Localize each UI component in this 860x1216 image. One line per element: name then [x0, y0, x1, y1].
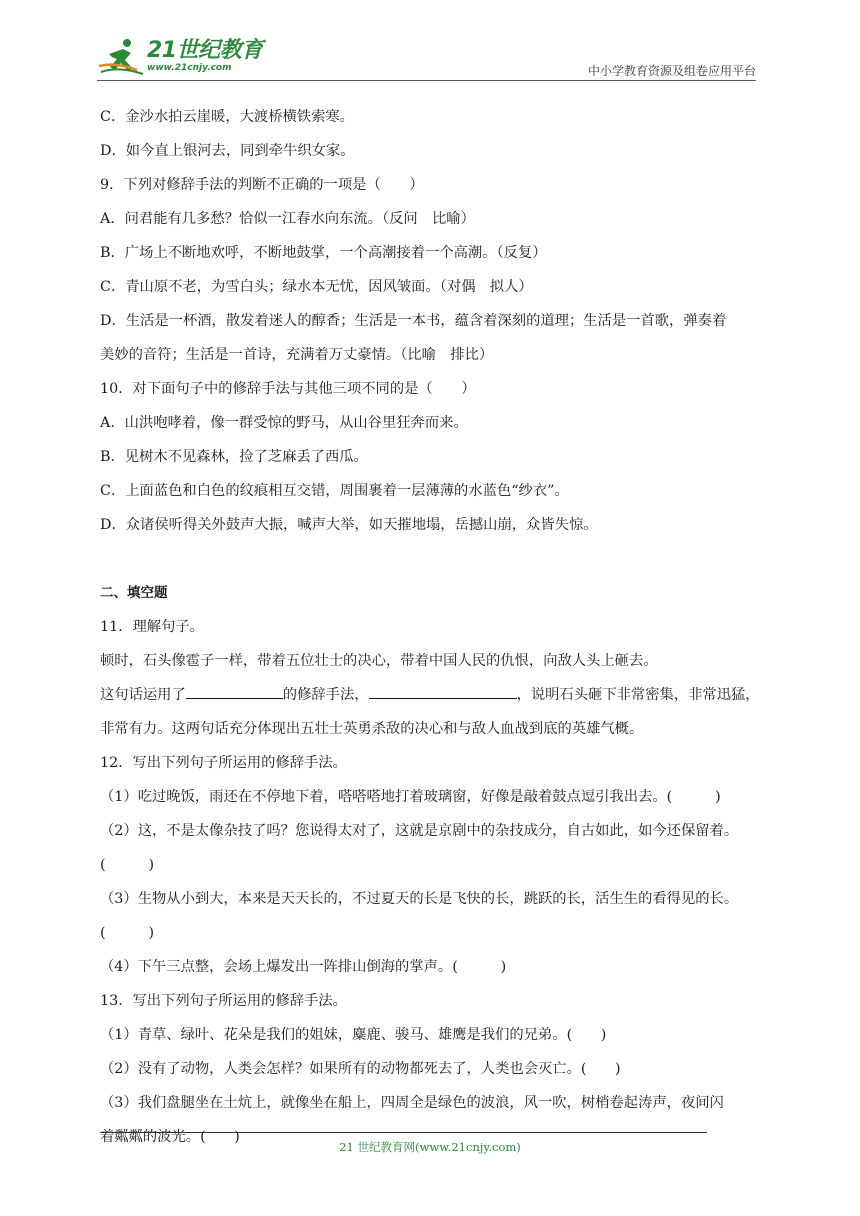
section-heading: 二、填空题	[100, 585, 168, 601]
text-line: （2）这，不是太像杂技了吗？您说得太对了，这就是京剧中的杂技成分，自古如此，如今还保留着。	[100, 823, 739, 839]
answer-blank[interactable]	[369, 680, 517, 699]
text-line: （1）青草、绿叶、花朵是我们的姐妹，麋鹿、骏马、雄鹰是我们的兄弟。( )	[100, 1027, 607, 1043]
runner-logo-icon	[97, 36, 145, 76]
fill-in-text: ，说明石头砸下非常密集，非常迅猛，	[516, 687, 760, 703]
site-logo[interactable]	[97, 36, 263, 76]
text-line: 非常有力。这两句话充分体现出五壮士英勇杀敌的决心和与敌人血战到底的英雄气概。	[100, 721, 644, 737]
question-content	[100, 100, 760, 1154]
footer-source[interactable]: 21 世纪教育网(www.21cnjy.com)	[339, 1140, 521, 1154]
text-line: 10．对下面句子中的修辞手法与其他三项不同的是（ ）	[100, 381, 476, 397]
text-line: D．如今直上银河去，同到牵牛织女家。	[100, 143, 355, 159]
text-line: ( )	[100, 925, 155, 941]
logo-title: 21世纪教育	[147, 37, 263, 63]
text-line: D．生活是一杯酒，散发着迷人的醇香；生活是一本书，蕴含着深刻的道理；生活是一首歌，弹奏着	[100, 313, 727, 329]
text-line: D．众诸侯听得关外鼓声大振，喊声大举，如天摧地塌，岳撼山崩，众皆失惊。	[100, 517, 598, 533]
spacer	[100, 542, 760, 576]
text-line: 着粼粼的波光。( )	[100, 1129, 240, 1145]
text-line: （2）没有了动物，人类会怎样？如果所有的动物都死去了，人类也会灭亡。( )	[100, 1061, 621, 1077]
text-line: 美妙的音符；生活是一首诗，充满着万丈豪情。（比喻 排比）	[100, 347, 494, 363]
page-header	[97, 32, 756, 80]
answer-blank[interactable]	[186, 680, 283, 699]
logo-url: www.21cnjy.com	[147, 62, 232, 73]
text-line: （4）下午三点整，会场上爆发出一阵排山倒海的掌声。( )	[100, 959, 507, 975]
text-line: 顿时，石头像雹子一样，带着五位壮士的决心，带着中国人民的仇恨，向敌人头上砸去。	[100, 653, 658, 669]
text-line: A．山洪咆哮着，像一群受惊的野马，从山谷里狂奔而来。	[100, 415, 468, 431]
text-line: （1）吃过晚饭，雨还在不停地下着，嗒嗒嗒地打着玻璃窗，好像是敲着鼓点逗引我出去。( )	[100, 789, 721, 805]
header-divider	[97, 80, 756, 81]
text-line: （3）生物从小到大，本来是天天长的，不过夏天的长是飞快的长，跳跃的长，活生生的看得见的长。	[100, 891, 739, 907]
text-line: ( )	[100, 857, 155, 873]
text-line: （3）我们盘腿坐在土炕上，就像坐在船上，四周全是绿色的波浪，风一吹，树梢卷起涛声，夜间闪	[100, 1095, 724, 1111]
fill-in-text: 的修辞手法，	[282, 687, 369, 703]
footer-divider	[100, 1132, 707, 1133]
fill-in-text: 这句话运用了	[100, 687, 186, 703]
text-line: B．见树木不见森林，捡了芝麻丢了西瓜。	[100, 449, 368, 465]
text-line: C．青山原不老，为雪白头；绿水本无忧，因风皱面。（对偶 拟人）	[100, 279, 533, 295]
text-line: 11．理解句子。	[100, 619, 204, 635]
text-line: C．金沙水拍云崖暖，大渡桥横铁索寒。	[100, 109, 354, 125]
platform-name: 中小学教育资源及组卷应用平台	[587, 64, 756, 78]
text-line: C．上面蓝色和白色的纹痕相互交错，周围裹着一层薄薄的水蓝色“纱衣”。	[100, 483, 569, 499]
text-line: 13．写出下列句子所运用的修辞手法。	[100, 993, 347, 1009]
text-line: 9．下列对修辞手法的判断不正确的一项是（ ）	[100, 177, 424, 193]
text-line: 12．写出下列句子所运用的修辞手法。	[100, 755, 347, 771]
text-line: A．问君能有几多愁？恰似一江春水向东流。（反问 比喻）	[100, 211, 475, 227]
fill-in-line	[100, 678, 760, 712]
text-line: B．广场上不断地欢呼，不断地鼓掌，一个高潮接着一个高潮。（反复）	[100, 245, 547, 261]
